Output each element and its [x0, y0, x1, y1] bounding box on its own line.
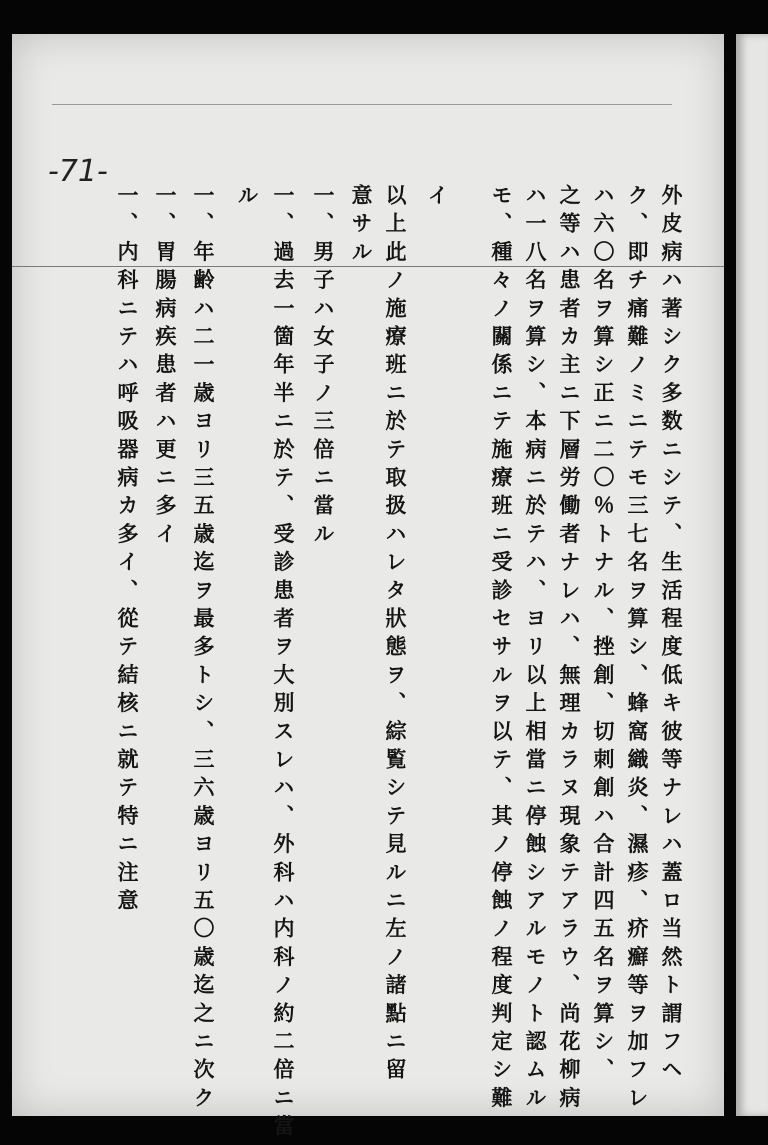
text-column: 一、男子ハ女子ノ三倍ニ當ル: [311, 184, 336, 551]
document-page: [12, 34, 724, 1143]
text-column: ル: [235, 184, 260, 213]
text-column: モ、種々ノ關係ニテ施療班ニ受診セサルヲ以テ、其ノ停蝕ノ程度判定シ難: [489, 184, 514, 1115]
text-column: 一、内科ニテハ呼吸器病カ多イ、從テ結核ニ就テ特ニ注意: [115, 184, 140, 918]
text-column: イ: [425, 184, 450, 213]
text-column: ク、即チ痛難ノミニテモ三七名ヲ算シ、蜂窩織炎、濕疹、疥癬等ヲ加フレ: [625, 184, 650, 1115]
text-column: ハ六〇名ヲ算シ正ニ二〇％トナル、挫創、切刺創ハ合計四五名ヲ算シ、: [591, 184, 616, 1087]
text-column: 一、年齢ハ二一歳ヨリ三五歳迄ヲ最多トシ、三六歳ヨリ五〇歳迄之ニ次ク: [191, 184, 216, 1115]
adjacent-page-edge: [736, 34, 768, 1116]
page-number: -71-: [48, 154, 108, 189]
text-column: 一、胃腸病疾患者ハ更ニ多イ: [153, 184, 178, 551]
text-column: 外皮病ハ著シク多数ニシテ、生活程度低キ彼等ナレハ蓋ロ当然ト謂フヘ: [659, 184, 684, 1087]
text-column: 之等ハ患者カ主ニ下層労働者ナレハ、無理カラヌ現象テアラウ、尚花柳病: [557, 184, 582, 1115]
text-column: ハ一八名ヲ算シ、本病ニ於テハ、ヨリ以上相當ニ停蝕シアルモノト認ムル: [523, 184, 548, 1115]
text-column: 意サル: [349, 184, 374, 269]
top-rule: [52, 104, 672, 105]
text-column: 一、過去一箇年半ニ於テ、受診患者ヲ大別スレハ、外科ハ内科ノ約二倍ニ當: [271, 184, 296, 1143]
text-column: 以上此ノ施療班ニ於テ取扱ハレタ狀態ヲ、綜覧シテ見ルニ左ノ諸點ニ留: [383, 184, 408, 1087]
